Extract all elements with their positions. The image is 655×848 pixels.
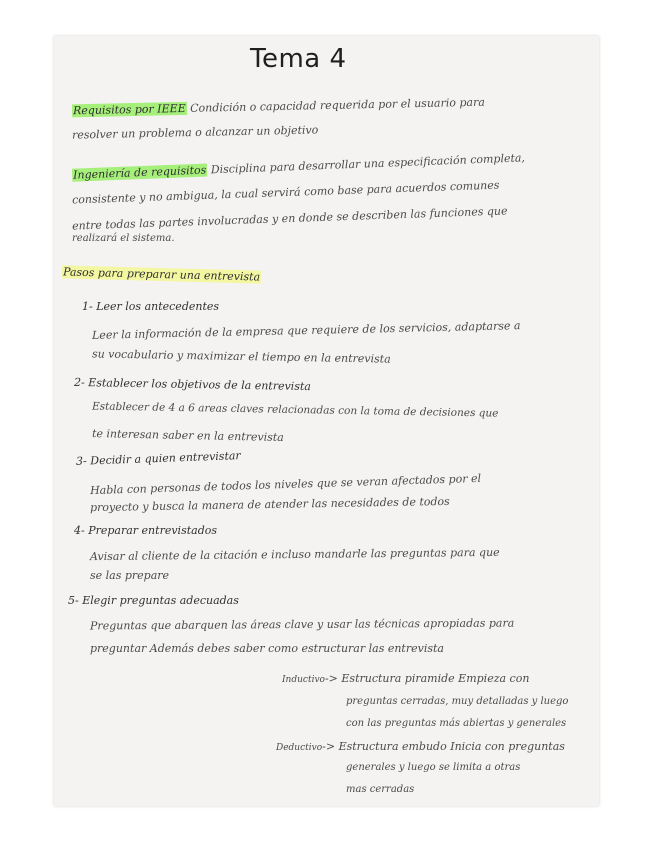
page-title: Tema 4 — [250, 44, 347, 74]
definition-text: Disciplina para desarrollar una especificación completa, — [210, 151, 526, 177]
step-line: Preguntas que abarquen las áreas clave y usar las técnicas apropiadas para — [89, 616, 515, 633]
step-heading: 2- Establecer los objetivos de la entrevista — [73, 375, 312, 394]
step-line: proyecto y busca la manera de atender las necesidades de todos — [89, 494, 450, 515]
step-heading: 4- Preparar entrevistados — [74, 524, 217, 537]
step-heading: 3- Decidir a quien entrevistar — [75, 449, 241, 468]
structure-deductivo: Deductivo-> Estructura embudo Inicia con preguntas — [276, 740, 565, 753]
step-line: su vocabulario y maximizar el tiempo en la entrevista — [91, 347, 391, 366]
step-line: Habla con personas de todos los niveles que se veran afectados por el — [89, 471, 482, 498]
term-requisitos-ieee: Requisitos por IEEE — [72, 101, 186, 118]
definition-line: resolver un problema o alcanzar un objetivo — [71, 123, 319, 142]
structure-line: mas cerradas — [346, 784, 415, 795]
steps-heading: Pasos para preparar una entrevista — [62, 265, 261, 284]
definition-line: consistente y no ambigua, la cual servirá como base para acuerdos comunes — [71, 178, 500, 207]
term-ingenieria-requisitos: Ingeniería de requisitos — [72, 163, 207, 182]
step-line: preguntar Además debes saber como estructurar las entrevista — [90, 642, 444, 655]
definition-line: entre todas las partes involucradas y en donde se describen las funciones que — [71, 204, 508, 233]
arrow-icon: -> — [324, 672, 338, 685]
definition-requisitos — [72, 96, 485, 118]
step-line: Establecer de 4 a 6 areas claves relacionadas con la toma de decisiones que — [91, 400, 499, 420]
definition-text: Condición o capacidad requerida por el usuario para — [190, 95, 485, 115]
structure-label: Inductivo — [282, 675, 325, 685]
step-heading: 1- Leer los antecedentes — [82, 300, 220, 313]
step-line: Avisar al cliente de la citación e incluso mandarle las preguntas para que — [89, 545, 500, 564]
definition-ingenieria — [72, 151, 525, 181]
notebook-page — [54, 36, 599, 806]
definition-line: realizará el sistema. — [72, 233, 175, 244]
structure-line: preguntas cerradas, muy detalladas y luego — [346, 696, 569, 707]
step-line: se las prepare — [90, 569, 170, 582]
structure-line: generales y luego se limita a otras — [346, 762, 521, 773]
step-line: Leer la información de la empresa que requiere de los servicios, adaptarse a — [91, 319, 521, 342]
arrow-icon: -> — [322, 740, 336, 753]
structure-line: con las preguntas más abiertas y generales — [346, 718, 567, 729]
step-heading: 5- Elegir preguntas adecuadas — [68, 594, 239, 607]
step-line: te interesan saber en la entrevista — [91, 426, 284, 445]
structure-inductivo: Inductivo-> Estructura piramide Empieza con — [282, 672, 530, 685]
structure-label: Deductivo — [276, 743, 323, 753]
